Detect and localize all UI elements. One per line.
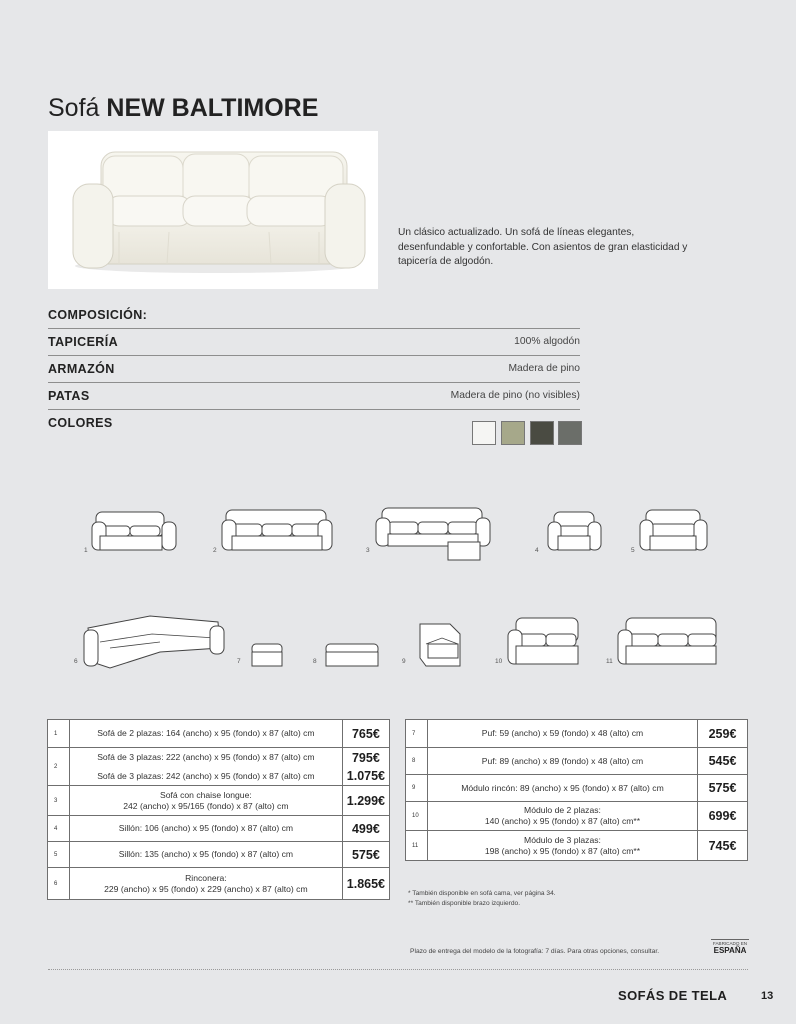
row-description-line: Módulo de 3 plazas: — [524, 834, 601, 845]
spec-value: Madera de pino — [508, 363, 580, 374]
row-description — [70, 868, 343, 900]
footnotes — [408, 889, 556, 908]
module-number: 1 — [84, 547, 88, 554]
row-description: Módulo rincón: 89 (ancho) x 95 (fondo) x 87 (alto) cm — [428, 775, 698, 802]
module-number: 7 — [237, 658, 241, 665]
row-description-line: 242 (ancho) x 95/165 (fondo) x 87 (alto) cm — [123, 800, 289, 811]
row-description: Sofá de 2 plazas: 164 (ancho) x 95 (fondo) x 87 (alto) cm — [70, 720, 343, 748]
product-description: Un clásico actualizado. Un sofá de líneas elegantes, desenfundable y confortable. Con asientos de gran elasticidad y tapicería de algodón. — [398, 227, 688, 267]
spec-value: 100% algodón — [514, 336, 580, 347]
module-sketch-1 — [92, 512, 176, 550]
delivery-note: Plazo de entrega del modelo de la fotografía: 7 días. Para otras opciones, consultar. — [410, 948, 660, 955]
product-name: NEW BALTIMORE — [106, 94, 319, 122]
row-description-line: Rinconera: — [185, 872, 227, 883]
row-price: 545€ — [698, 748, 748, 775]
module-sketch-2 — [222, 510, 332, 550]
product-photo — [48, 131, 378, 289]
module-sketch-5 — [640, 510, 707, 550]
spec-row-legs — [48, 383, 580, 409]
row-description: Puf: 89 (ancho) x 89 (fondo) x 48 (alto) cm — [428, 748, 698, 775]
row-description-line: Módulo de 2 plazas: — [524, 805, 601, 815]
table-row — [406, 748, 748, 775]
table-row — [48, 868, 390, 900]
module-sketch-11 — [618, 618, 716, 664]
row-price: 1.075€ — [342, 768, 389, 786]
row-index: 7 — [406, 720, 428, 748]
row-description-line: 229 (ancho) x 95 (fondo) x 229 (ancho) x 87 (alto) cm — [104, 883, 308, 894]
title-prefix: Sofá — [48, 94, 100, 122]
row-description-line: Sofá con chaise longue: — [160, 789, 252, 800]
module-sketch-6 — [84, 616, 224, 668]
row-price: 765€ — [342, 720, 389, 748]
row-price: 499€ — [342, 816, 389, 842]
row-price: 575€ — [698, 775, 748, 802]
row-index: 9 — [406, 775, 428, 802]
spec-row-upholstery — [48, 329, 580, 355]
table-row — [406, 775, 748, 802]
row-description: Sofá de 3 plazas: 242 (ancho) x 95 (fondo) x 87 (alto) cm — [70, 768, 343, 786]
row-description: Sillón: 135 (ancho) x 95 (fondo) x 87 (alto) cm — [70, 842, 343, 868]
row-price: 699€ — [698, 802, 748, 831]
table-row — [48, 720, 390, 748]
spec-label: COLORES — [48, 416, 113, 430]
row-index: 1 — [48, 720, 70, 748]
row-price: 1.299€ — [342, 786, 389, 816]
row-index: 2 — [48, 748, 70, 786]
row-description-line: 140 (ancho) x 95 (fondo) x 87 (alto) cm** — [484, 816, 641, 826]
table-row — [406, 802, 748, 831]
row-index: 4 — [48, 816, 70, 842]
module-number: 2 — [213, 547, 217, 554]
spec-value: Madera de pino (no visibles) — [450, 390, 580, 401]
spec-label: TAPICERÍA — [48, 335, 119, 349]
row-price: 745€ — [698, 831, 748, 861]
row-index: 6 — [48, 868, 70, 900]
badge-line-2: ESPAÑA — [713, 946, 747, 955]
footnote: ** También disponible brazo izquierdo. — [408, 899, 521, 907]
row-index: 11 — [406, 831, 428, 861]
row-price: 259€ — [698, 720, 748, 748]
badge-line-1: FABRICADO EN — [712, 941, 748, 946]
row-price: 1.865€ — [342, 868, 389, 900]
row-description: Puf: 59 (ancho) x 59 (fondo) x 48 (alto) cm — [428, 720, 698, 748]
dotted-divider — [48, 969, 748, 970]
spec-label: ARMAZÓN — [48, 362, 115, 376]
price-table-left — [47, 719, 390, 900]
color-swatch-sage[interactable] — [501, 421, 525, 445]
module-sketch-3 — [376, 508, 490, 560]
color-swatch-white[interactable] — [472, 421, 496, 445]
module-number: 3 — [366, 547, 370, 554]
row-index: 3 — [48, 786, 70, 816]
module-number: 6 — [74, 658, 78, 665]
row-index: 8 — [406, 748, 428, 775]
module-sketch-10 — [508, 618, 578, 664]
row-description: Sillón: 106 (ancho) x 95 (fondo) x 87 (alto) cm — [70, 816, 343, 842]
row-price: 575€ — [342, 842, 389, 868]
row-description-line: 198 (ancho) x 95 (fondo) x 87 (alto) cm** — [484, 845, 641, 856]
row-index: 5 — [48, 842, 70, 868]
module-sketch-7 — [252, 644, 282, 666]
composition-heading: COMPOSICIÓN: — [48, 308, 148, 322]
color-swatch-olive-dark[interactable] — [530, 421, 554, 445]
spec-heading-row — [48, 302, 580, 328]
module-sketch-4 — [548, 512, 601, 550]
sofa-photo-illustration — [49, 132, 379, 290]
table-row — [48, 842, 390, 868]
table-row — [406, 720, 748, 748]
module-sketches-row-1 — [40, 490, 740, 570]
page-number: 13 — [761, 990, 774, 1002]
row-description: Sofá de 3 plazas: 222 (ancho) x 95 (fondo) x 87 (alto) cm — [70, 748, 343, 768]
row-price: 795€ — [342, 748, 389, 768]
table-row — [48, 816, 390, 842]
table-row — [48, 768, 390, 786]
module-number: 10 — [495, 658, 503, 665]
row-index: 10 — [406, 802, 428, 831]
spec-label: PATAS — [48, 389, 90, 403]
row-description — [70, 786, 343, 816]
section-title: SOFÁS DE TELA — [618, 988, 728, 1003]
row-description — [428, 831, 698, 861]
table-row — [48, 748, 390, 768]
footnote: * También disponible en sofá cama, ver página 34. — [408, 890, 556, 897]
module-number: 4 — [535, 547, 539, 554]
color-swatch-grey[interactable] — [558, 421, 582, 445]
price-table-right — [405, 719, 748, 861]
module-sketch-8 — [326, 644, 378, 666]
made-in-spain-badge — [711, 939, 749, 955]
table-row — [48, 786, 390, 816]
page-title — [48, 94, 318, 123]
module-sketches-row-2 — [40, 608, 740, 678]
module-number: 8 — [313, 658, 317, 665]
spec-row-frame — [48, 356, 580, 382]
module-sketch-9 — [420, 624, 460, 666]
module-number: 11 — [606, 658, 613, 665]
row-description — [428, 802, 698, 831]
module-number: 9 — [402, 658, 406, 665]
table-row — [406, 831, 748, 861]
module-number: 5 — [631, 547, 635, 554]
